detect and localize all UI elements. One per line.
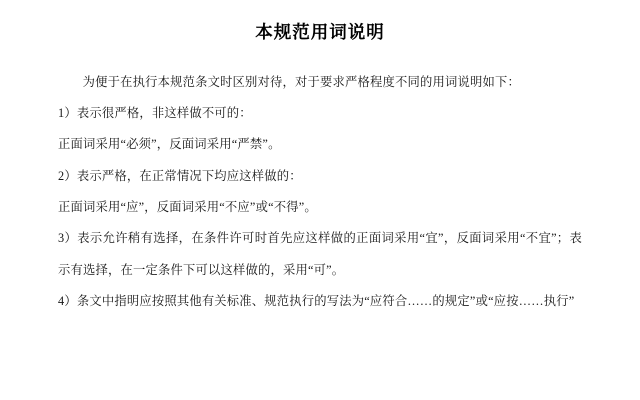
- document-body: [58, 67, 582, 318]
- paragraph-item-1-detail: 正面词采用“必须”，反面词采用“严禁”。: [58, 137, 281, 152]
- paragraph-item-2: 2）表示严格，在正常情况下均应这样做的：: [58, 168, 302, 183]
- paragraph-item-4: 4）条文中指明应按照其他有关标准、规范执行的写法为“应符合……的规定”或“应按……执行”: [58, 293, 575, 308]
- paragraph-item-2-detail: 正面词采用“应”，反面词采用“不应”或“不得”。: [58, 199, 317, 214]
- paragraph-item-1: 1）表示很严格，非这样做不可的：: [58, 105, 252, 120]
- paragraph-item-3: 3）表示允许稍有选择，在条件许可时首先应这样做的正面词采用“宜”，反面词采用“不宜”；表示有选择，在一定条件下可以这样做的，采用“可”。: [58, 231, 582, 277]
- paragraph-intro: 为便于在执行本规范条文时区别对待，对于要求严格程度不同的用词说明如下：: [82, 74, 520, 89]
- page-title: 本规范用词说明: [255, 22, 385, 42]
